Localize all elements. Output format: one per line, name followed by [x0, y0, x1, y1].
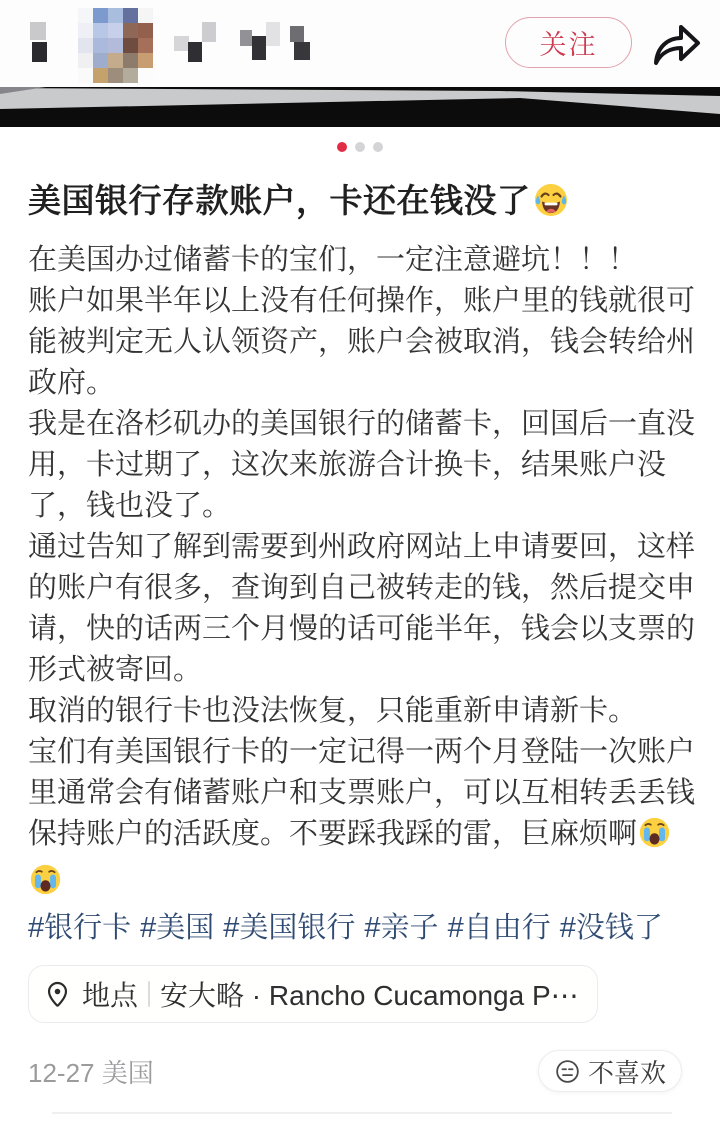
expressionless-face-icon [554, 1058, 581, 1085]
post-title [28, 179, 696, 229]
censored-username[interactable] [170, 20, 320, 64]
hashtag-row [28, 908, 696, 949]
hashtag-link[interactable]: #美国 [140, 912, 215, 944]
location-value: 安大略 · Rancho Cucamonga P⋯ [160, 980, 579, 1011]
location-pill[interactable] [28, 965, 598, 1023]
photo-strip-graphic [0, 87, 720, 127]
hashtag-link[interactable]: #没钱了 [559, 912, 663, 944]
sob-emoji [29, 871, 62, 903]
avatar[interactable] [78, 8, 153, 83]
hashtag-link[interactable]: #银行卡 [28, 912, 132, 944]
post-content [0, 179, 720, 1114]
body-paragraph: 取消的银行卡也没法恢复，只能重新申请新卡。 [28, 695, 638, 727]
share-icon [646, 60, 702, 75]
location-divider [148, 981, 150, 1007]
post-date: 12-27 美国 [28, 1057, 154, 1088]
post-image[interactable] [0, 87, 720, 127]
sob-emoji [638, 824, 671, 856]
body-paragraph: 通过告知了解到需要到州政府网站上申请要回，这样的账户有很多，查询到自己被转走的钱，然后提交申请，快的话两三个月慢的话可能半年，钱会以支票的形式被寄回。 [28, 531, 696, 686]
hashtag-link[interactable]: #亲子 [364, 912, 439, 944]
location-pin-icon [43, 980, 72, 1009]
body-paragraph: 账户如果半年以上没有任何操作，账户里的钱就很可能被判定无人认领资产，账户会被取消，钱会转给州政府。 [28, 285, 696, 399]
body-paragraph-text: 宝们有美国银行卡的一定记得一两个月登陆一次账户里通常会有储蓄账户和支票账户，可以互相转丢丢钱保持账户的活跃度。不要踩我踩的雷，巨麻烦啊 [28, 736, 696, 850]
carousel-dot-active [337, 142, 347, 152]
follow-button[interactable]: 关注 [505, 17, 632, 68]
location-label: 地点 [82, 980, 139, 1011]
carousel-dot [373, 142, 383, 152]
dislike-label: 不喜欢 [587, 1057, 666, 1088]
body-paragraph: 在美国办过储蓄卡的宝们，一定注意避坑！！！ [28, 244, 638, 276]
post-header [0, 0, 720, 87]
body-paragraph: 我是在洛杉矶办的美国银行的储蓄卡，回国后一直没用，卡过期了，这次来旅游合计换卡，结果账户没了，钱也没了。 [28, 408, 696, 522]
carousel-dots [0, 142, 720, 152]
share-button[interactable] [646, 16, 702, 72]
back-button[interactable] [30, 20, 50, 64]
bottom-divider [52, 1112, 672, 1114]
carousel-dot [355, 142, 365, 152]
post-title-text: 美国银行存款账户，卡还在钱没了 [28, 182, 531, 219]
hashtag-link[interactable]: #自由行 [447, 912, 551, 944]
post-body [28, 240, 696, 949]
body-paragraph [28, 732, 696, 908]
joy-emoji [533, 188, 569, 225]
post-meta-row [28, 1050, 696, 1092]
dislike-button[interactable] [538, 1050, 682, 1092]
hashtag-link[interactable]: #美国银行 [223, 912, 356, 944]
